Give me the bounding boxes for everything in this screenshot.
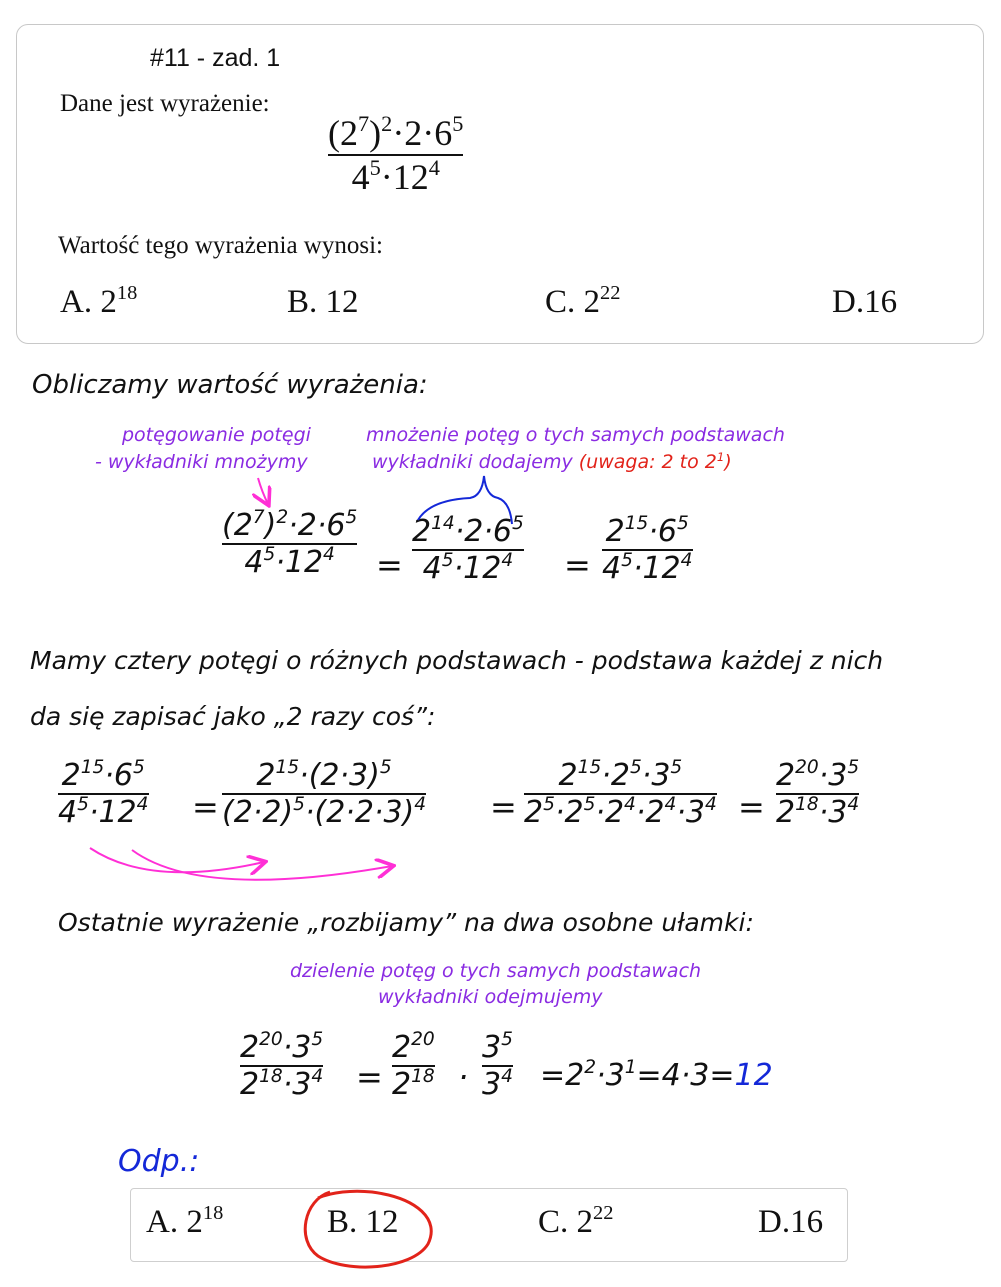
paragraph-line-1: Mamy cztery potęgi o różnych podstawach - podstawa każdej z nich — [30, 646, 884, 675]
step2-fraction-1: $2^{15}\cdot 6^5$ $4^5\cdot 12^4$ — [58, 757, 149, 830]
answer-label: Odp.: — [118, 1144, 200, 1179]
arrow-twelve-rewrite — [132, 850, 392, 880]
problem-label: #11 - zad. 1 — [150, 44, 281, 72]
note-warning: (uwaga: 2 to $2^1$) — [578, 449, 732, 473]
split-text: Ostatnie wyrażenie „rozbijamy” na dwa osobne ułamki: — [58, 908, 754, 937]
problem-intro: Dane jest wyrażenie: — [60, 90, 270, 117]
note-multiply-line1: mnożenie potęg o tych samych podstawach — [366, 424, 785, 446]
answer-option-c: C. $2^{22}$ — [538, 1202, 614, 1240]
equals-sign: = — [376, 546, 403, 584]
dot-sign: · — [458, 1058, 469, 1096]
step1-fraction-2: $2^{14}\cdot 2\cdot 6^5$ $4^5\cdot 12^4$ — [412, 513, 524, 586]
problem-option-a: A. $2^{18}$ — [60, 282, 138, 320]
step2-fraction-3: $2^{15}\cdot 2^5\cdot 3^5$ $2^5\cdot 2^5\cdot 2^4\cdot 2^4\cdot 3^4$ — [524, 757, 717, 830]
paragraph-line-2: da się zapisać jako „2 razy coś”: — [30, 702, 436, 731]
arrow-power-of-power — [258, 478, 268, 504]
equals-sign: = — [490, 788, 517, 826]
note-divide-line1: dzielenie potęg o tych samych podstawach — [290, 960, 702, 982]
equals-sign: = — [738, 788, 765, 826]
problem-option-c: C. $2^{22}$ — [545, 282, 621, 320]
result-value: 12 — [734, 1058, 773, 1093]
step3-fraction-2: $2^{20}$ $2^{18}$ — [392, 1029, 435, 1102]
note-divide-line2: wykładniki odejmujemy — [378, 986, 603, 1008]
equals-sign: = — [192, 788, 219, 826]
problem-expression-denominator: $4^5\cdot 12^4$ — [351, 155, 440, 197]
problem-option-b: B. 12 — [287, 284, 359, 320]
step1-fraction-3: $2^{15}\cdot 6^5$ $4^5\cdot 12^4$ — [602, 513, 693, 586]
equals-sign: = — [564, 546, 591, 584]
problem-question: Wartość tego wyrażenia wynosi: — [58, 232, 383, 259]
answer-option-b: B. 12 — [327, 1204, 399, 1240]
arrow-four-rewrite — [90, 848, 264, 872]
note-multiply-line2: wykładniki dodajemy (uwaga: 2 to $2^1$) — [372, 449, 732, 473]
problem-expression-numerator: $(2^7)^2\cdot 2\cdot 6^5$ — [328, 111, 464, 153]
answer-option-a: A. $2^{18}$ — [146, 1202, 224, 1240]
solution-heading: Obliczamy wartość wyrażenia: — [32, 370, 428, 400]
equals-sign: = — [356, 1058, 383, 1096]
note-power-of-power-line2: - wykładniki mnożymy — [95, 451, 308, 473]
step3-fraction-1: $2^{20}\cdot 3^5$ $2^{18}\cdot 3^4$ — [240, 1029, 324, 1102]
step2-fraction-4: $2^{20}\cdot 3^5$ $2^{18}\cdot 3^4$ — [776, 757, 860, 830]
answer-option-d: D.16 — [758, 1204, 824, 1240]
step1-fraction-1: $(2^7)^2\cdot 2\cdot 6^5$ $4^5\cdot 12^4$ — [222, 507, 358, 580]
step3-tail: $=2^2\cdot 3^1=4\cdot 3=12$ — [540, 1057, 773, 1093]
problem-option-d: D.16 — [832, 284, 898, 320]
step3-fraction-3: $3^5$ $3^4$ — [482, 1029, 513, 1102]
answer-circle — [305, 1191, 431, 1267]
brace-multiply — [418, 476, 512, 524]
step2-fraction-2: $2^{15}\cdot(2\cdot 3)^5$ $(2\cdot 2)^5\cdot(2\cdot 2\cdot 3)^4$ — [222, 757, 427, 830]
note-power-of-power-line1: potęgowanie potęgi — [122, 424, 311, 446]
